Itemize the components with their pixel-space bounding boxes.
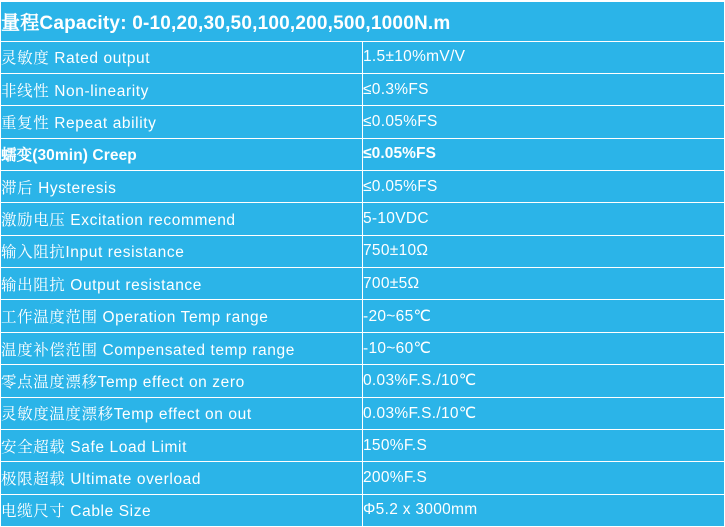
parameter-name-cell: 极限超载 Ultimate overload	[1, 462, 363, 494]
table-row	[1, 235, 725, 267]
parameter-value-cell: 5-10VDC	[363, 203, 725, 235]
parameter-value-cell: ≤0.05%FS	[363, 106, 725, 138]
parameter-value-cell: 1.5±10%mV/V	[363, 41, 725, 73]
parameter-name-cell: 电缆尺寸 Cable Size	[1, 494, 363, 526]
parameter-name-cell: 输入阻抗Input resistance	[1, 235, 363, 267]
table-row	[1, 203, 725, 235]
table-header-row	[1, 1, 725, 41]
table-row	[1, 268, 725, 300]
table-row	[1, 429, 725, 461]
parameter-name-cell: 蠕变(30min) Creep	[1, 138, 363, 170]
parameter-value-cell: -20~65℃	[363, 300, 725, 332]
capacity-header-cell	[1, 1, 725, 41]
table-row	[1, 332, 725, 364]
parameter-name-cell: 零点温度漂移Temp effect on zero	[1, 365, 363, 397]
parameter-name-cell: 工作温度范围 Operation Temp range	[1, 300, 363, 332]
parameter-name-cell: 激励电压 Excitation recommend	[1, 203, 363, 235]
parameter-value-cell: 700±5Ω	[363, 268, 725, 300]
capacity-header-value: 0-10,20,30,50,100,200,500,1000N.m	[132, 12, 451, 34]
table-row	[1, 106, 725, 138]
parameter-value-cell: 0.03%F.S./10℃	[363, 397, 725, 429]
parameter-value-cell: ≤0.05%FS	[363, 138, 725, 170]
parameter-name-cell: 非线性 Non-linearity	[1, 73, 363, 105]
table-row	[1, 462, 725, 494]
parameter-value-cell: 200%F.S	[363, 462, 725, 494]
parameter-value-cell: -10~60℃	[363, 332, 725, 364]
table-row	[1, 138, 725, 170]
table-row	[1, 300, 725, 332]
parameter-value-cell: 150%F.S	[363, 429, 725, 461]
parameter-name-cell: 输出阻抗 Output resistance	[1, 268, 363, 300]
parameter-name-cell: 灵敏度 Rated output	[1, 41, 363, 73]
parameter-value-cell: ≤0.3%FS	[363, 73, 725, 105]
parameter-value-cell: ≤0.05%FS	[363, 171, 725, 203]
table-row	[1, 397, 725, 429]
parameter-name-cell: 重复性 Repeat ability	[1, 106, 363, 138]
table-row	[1, 73, 725, 105]
parameter-name-cell: 温度补偿范围 Compensated temp range	[1, 332, 363, 364]
parameter-value-cell: 0.03%F.S./10℃	[363, 365, 725, 397]
capacity-header-label: 量程Capacity:	[1, 12, 127, 34]
table-row	[1, 365, 725, 397]
parameter-name-cell: 安全超载 Safe Load Limit	[1, 429, 363, 461]
specification-table-body	[1, 1, 725, 527]
table-row	[1, 41, 725, 73]
parameter-value-cell: 750±10Ω	[363, 235, 725, 267]
parameter-name-cell: 灵敏度温度漂移Temp effect on out	[1, 397, 363, 429]
parameter-name-cell: 滞后 Hysteresis	[1, 171, 363, 203]
table-row	[1, 171, 725, 203]
table-row	[1, 494, 725, 526]
parameter-value-cell: Φ5.2 x 3000mm	[363, 494, 725, 526]
